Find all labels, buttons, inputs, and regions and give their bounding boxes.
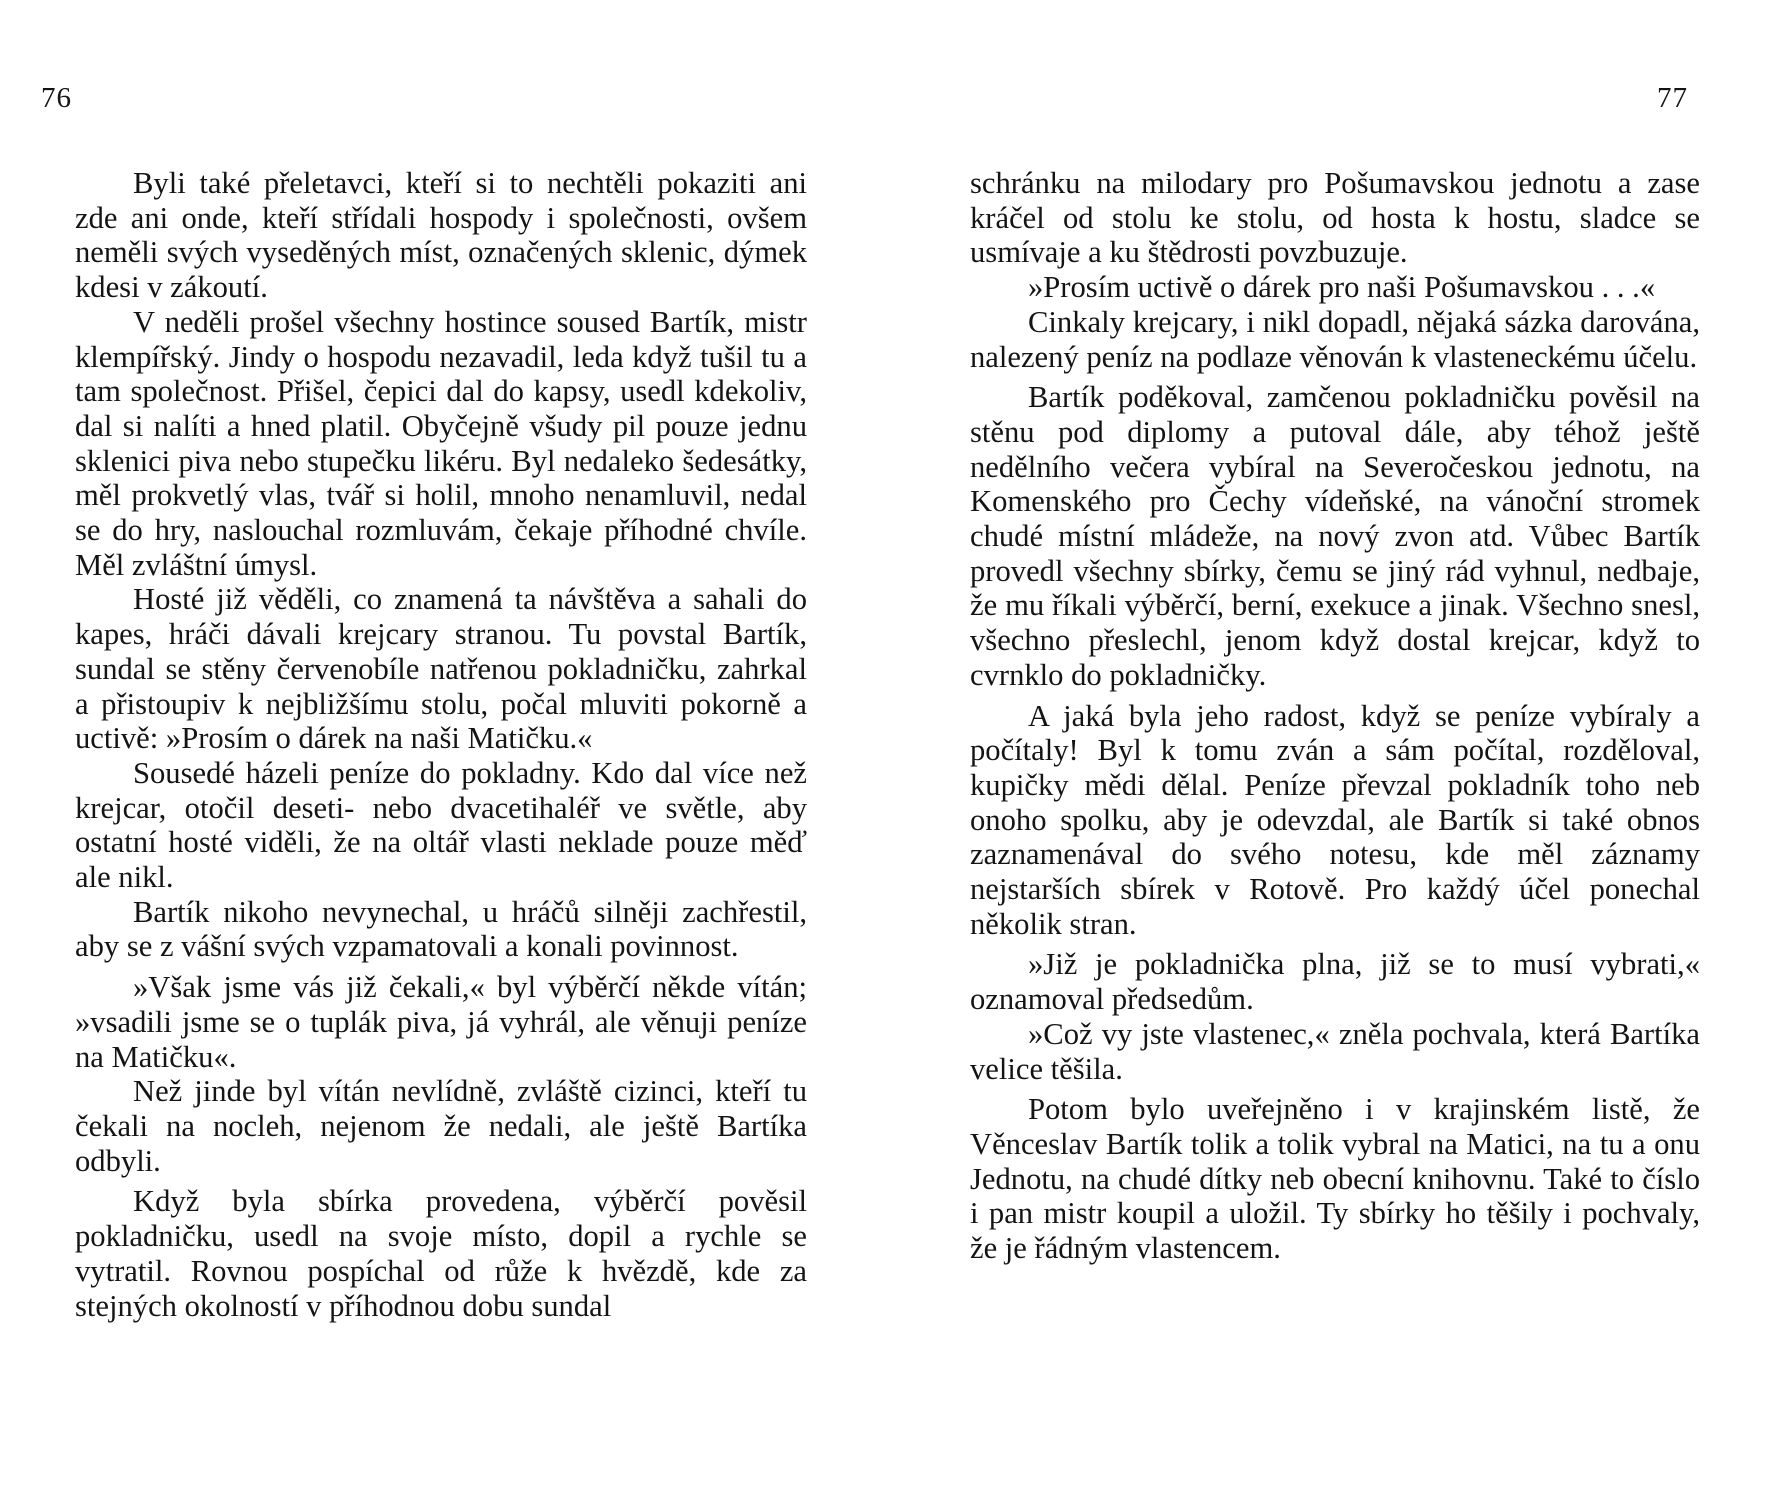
right-paragraph-8: Potom bylo uveřejněno i v krajinském listě, že Věnceslav Bartík tolik a tolik vybral na Matici, na tu a onu Jednotu, na chudé dítky neb obecní knihovnu. Také to číslo i pan mistr koupil a uložil. Ty sbírky ho těšily i pochvaly, že je řádným vlastencem. [970, 1092, 1700, 1266]
left-paragraph-6: »Však jsme vás již čekali,« byl výběrčí někde vítán; »vsadili jsme se o tuplák piva, já vyhrál, ale věnuji peníze na Matičku«. [75, 970, 807, 1074]
left-paragraph-8: Když byla sbírka provedena, výběrčí pověsil pokladničku, usedl na svoje místo, dopil a rychle se vytratil. Rovnou pospíchal od růže k hvězdě, kde za stejných okolností v příhodnou dobu sundal [75, 1184, 807, 1323]
left-paragraph-7: Než jinde byl vítán nevlídně, zvláště cizinci, kteří tu čekali na nocleh, nejenom že nedali, ale ještě Bartíka odbyli. [75, 1074, 807, 1178]
right-page-number: 77 [1657, 82, 1688, 114]
left-paragraph-1: Byli také přeletavci, kteří si to nechtěli pokaziti ani zde ani onde, kteří střídali hospody i společnosti, ovšem neměli svých vyseděných míst, označených sklenic, dýmek kdesi v zákoutí. [75, 166, 807, 305]
right-paragraph-3: Cinkaly krejcary, i nikl dopadl, nějaká sázka darována, nalezený peníz na podlaze věnován k vlasteneckému účelu. [970, 304, 1700, 374]
right-page [883, 0, 1766, 1501]
right-paragraph-1: schránku na milodary pro Pošumavskou jednotu a zase kráčel od stolu ke stolu, od hosta k hostu, sladce se usmívaje a ku štědrosti povzbuzuje. [970, 166, 1700, 270]
right-paragraph-2: »Prosím uctivě o dárek pro naši Pošumavskou . . .« [1028, 270, 1656, 305]
left-paragraph-5: Bartík nikoho nevynechal, u hráčů silněji zachřestil, aby se z vášní svých vzpamatovali a konali povinnost. [75, 894, 807, 964]
left-paragraph-2: V neděli prošel všechny hostince soused Bartík, mistr klempířský. Jindy o hospodu nezavadil, leda když tušil tu a tam společnost. Přišel, čepici dal do kapsy, usedl kdekoliv, dal si nalíti a hned platil. Obyčejně všudy pil pouze jednu sklenici piva nebo stupečku likéru. Byl nedaleko šedesátky, měl prokvetlý vlas, tvář si holil, mnoho nenamluvil, nedal se do hry, naslouchal rozmluvám, čekaje příhodné chvíle. Měl zvláštní úmysl. [75, 304, 807, 582]
right-paragraph-6: »Již je pokladnička plna, již se to musí vybrati,« oznamoval předsedům. [970, 947, 1700, 1017]
left-paragraph-4: Sousedé házeli peníze do pokladny. Kdo dal více než krejcar, otočil deseti- nebo dvacetihaléř ve světle, aby ostatní hosté viděli, že na oltář vlasti neklade pouze měď ale nikl. [75, 755, 807, 895]
right-text-column [970, 166, 1700, 1266]
left-paragraph-3: Hosté již věděli, co znamená ta návštěva a sahali do kapes, hráči dávali krejcary stranou. Tu povstal Bartík, sundal se stěny červenobíle natřenou pokladničku, zahrkal a přistoupiv k nejbližšímu stolu, počal mluviti pokorně a uctivě: »Prosím o dárek na naši Matičku.« [75, 582, 807, 756]
left-page-number: 76 [41, 82, 72, 114]
right-paragraph-5: A jaká byla jeho radost, když se peníze vybíraly a počítaly! Byl k tomu zván a sám počítal, rozděloval, kupičky mědi dělal. Peníze převzal pokladník toho neb onoho spolku, aby je odevzdal, ale Bartík si také obnos zaznamenával do svého notesu, kde měl záznamy nejstarších sbírek v Rotově. Pro každý účel ponechal několik stran. [970, 698, 1700, 941]
right-paragraph-4: Bartík poděkoval, zamčenou pokladničku pověsil na stěnu pod diplomy a putoval dále, aby téhož ještě nedělního večera vybíral na Severočeskou jednotu, na Komenského pro Čechy vídeňské, na vánoční stromek chudé místní mládeže, na nový zvon atd. Vůbec Bartík provedl všechny sbírky, čemu se jiný rád vyhnul, nedbaje, že mu říkali výběrčí, berní, exekuce a jinak. Všechno snesl, všechno přeslechl, jenom když dostal krejcar, když to cvrnklo do pokladničky. [970, 380, 1700, 692]
left-text-column [75, 166, 807, 1323]
right-paragraph-7: »Což vy jste vlastenec,« zněla pochvala, která Bartíka velice těšila. [970, 1016, 1700, 1086]
